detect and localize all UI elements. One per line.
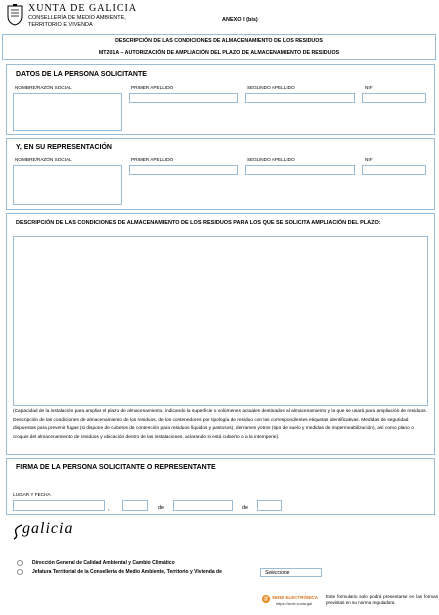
sede-electronica-icon: @ [263,596,269,602]
de-separator-1: de [158,505,165,511]
applicant-title: DATOS DE LA PERSONA SOLICITANTE [16,71,147,78]
de-separator-2: de [242,505,249,511]
footer-note: Este formulario solo podrá presentarse en las formas previstas en su norma reguladora [326,594,438,605]
applicant-second-surname-field[interactable] [245,93,355,103]
applicant-nif-field[interactable] [362,93,426,103]
destination-label-1: Dirección General de Calidad Ambiental y Cambio Climático [32,560,175,566]
page-header [0,0,439,34]
month-field[interactable] [173,500,233,511]
xunta-logo [6,2,146,30]
page-footer [262,594,438,614]
applicant-name-label: NOMBRE/RAZÓN SOCIAL [15,85,72,90]
year-field[interactable] [257,500,282,511]
applicant-name-field[interactable] [13,93,122,131]
sede-electronica-label: SEDE ELECTRÓNICA [272,595,319,600]
org-subtitle: CONSELLERÍA DE MEDIO AMBIENTE, TERRITORIO E VIVENDA [28,15,126,28]
representative-nif-field[interactable] [362,165,426,175]
description-textarea[interactable] [13,236,428,406]
applicant-nif-label: NIF [365,85,373,90]
destination-radio-1[interactable] [17,560,23,566]
representative-name-label: NOMBRE/RAZÓN SOCIAL [15,157,72,162]
form-title: DESCRIPCIÓN DE LAS CONDICIONES DE ALMACENAMIENTO DE LOS RESIDUOS [115,38,323,44]
description-help-text: (Capacidad de la instalación para ampliar el plazo de almacenamiento, indicando la superficie o volúmenes actuales destinados al almacenamiento y la que se usará para ampliación de residuos. Descripción de las condiciones de almacenamiento de los residuos, de los contenedores por tipología de residuo con las correspondientes etiquetas identificativas. Medidas de seguridad dispuestas para prevenir fugas (si dispone de cubetos de contención para residuos líquidos y pastosos), derrames yotros (tipo de suelo y medidas de impermeabilización), así como plano o croquis del almacenamiento de residuos y ubicación dentro de las instalaciones, aclarando si está cubierto o a la intemperie). [13,409,427,440]
representative-title: Y, EN SU REPRESENTACIÓN [16,144,112,151]
comma-separator: , [108,506,110,512]
destination-radio-2[interactable] [17,569,23,575]
representative-second-surname-field[interactable] [245,165,355,175]
representative-name-field[interactable] [13,165,122,205]
sede-url[interactable]: https://sede.xunta.gal [276,602,313,606]
representative-second-surname-label: SEGUNDO APELLIDO [247,157,295,162]
applicant-first-surname-label: PRIMER APELLIDO [131,85,174,90]
applicant-first-surname-field[interactable] [129,93,238,103]
description-section [6,213,435,455]
day-field[interactable] [122,500,148,511]
representative-first-surname-label: PRIMER APELLIDO [131,157,174,162]
annex-label: ANEXO I (bis) [222,17,258,23]
signature-title: FIRMA DE LA PERSONA SOLICITANTE O REPRESENTANTE [16,464,216,471]
description-title: DESCRIPCIÓN DE LAS CONDICIONES DE ALMACENAMIENTO DE LOS RESIDUOS PARA LOS QUE SE SOLICITA AMPLIACIÓN DEL PLAZO: [16,220,381,226]
province-select[interactable]: Seleccione [260,568,322,577]
applicant-section [6,64,435,135]
representative-first-surname-field[interactable] [129,165,238,175]
destination-option-1[interactable] [6,559,435,568]
place-date-label: LUGAR Y FECHA [13,492,51,497]
galicia-brand-logo [12,520,102,542]
representative-section [6,138,435,210]
representative-nif-label: NIF [365,157,373,162]
signature-section [6,458,435,515]
destination-option-2[interactable] [6,568,435,577]
procedure-title: MT201A – AUTORIZACIÓN DE AMPLIACIÓN DEL PLAZO DE ALMACENAMIENTO DE RESIDUOS [98,50,340,56]
form-title-box [2,34,436,60]
destination-label-2: Jefatura Territorial de la Consellería de Medio Ambiente, Territorio y Vivienda de [32,569,222,575]
galicia-wordmark: galicia [22,520,74,537]
xunta-shield-icon [6,4,24,26]
applicant-second-surname-label: SEGUNDO APELLIDO [247,85,295,90]
place-field[interactable] [13,500,105,511]
org-name: XUNTA DE GALICIA [28,3,138,14]
